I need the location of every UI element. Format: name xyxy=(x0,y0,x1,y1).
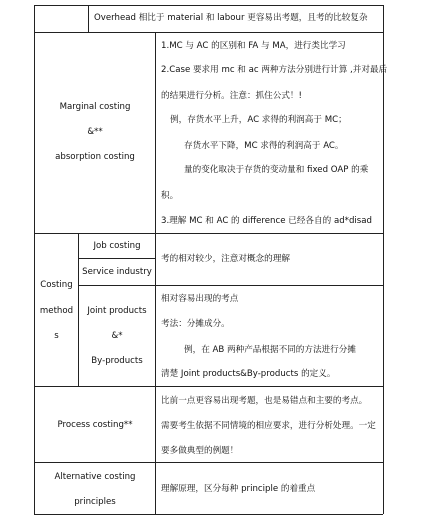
table-border-top xyxy=(34,5,383,6)
marginal-note-6: 量的变化取决于存货的变动量和 fixed OAP 的乘 xyxy=(184,165,369,175)
joint-note-4: 清楚 Joint products&By-products 的定义。 xyxy=(161,369,336,379)
marginal-note-3: 的结果进行分析。注意：抓住公式！! xyxy=(161,91,302,101)
col-divider-content xyxy=(155,32,156,514)
overhead-note: Overhead 相比于 material 和 labour 更容易出考题，且考的比较复杂 xyxy=(94,13,368,23)
process-note-1: 比前一点更容易出现考题，也是易错点和主要的考点。 xyxy=(161,396,368,406)
process-note-2: 需要考生依据不同情境的相应要求，进行分析处理。一定 xyxy=(161,421,376,431)
costing-methods-label-line2: method xyxy=(39,306,74,316)
marginal-note-1: 1.MC 与 AC 的区别和 FA 与 MA，进行类比学习 xyxy=(161,41,346,51)
costing-methods-label-line1: Costing xyxy=(40,280,73,290)
alternative-label-line1: Alternative costing xyxy=(54,472,136,482)
joint-note-1: 相对容易出现的考点 xyxy=(161,294,239,304)
row-divider-job xyxy=(78,258,155,259)
marginal-note-5: 存货水平下降，MC 求得的利润高于 AC。 xyxy=(184,141,344,151)
marginal-label-line1: Marginal costing xyxy=(59,102,131,112)
alternative-label-line2: principles xyxy=(74,497,116,507)
process-note-3: 要多做典型的例题！ xyxy=(161,446,239,456)
joint-products-line3: By-products xyxy=(91,356,143,366)
service-industry-label: Service industry xyxy=(82,267,152,277)
marginal-label-line3: absorption costing xyxy=(55,152,135,162)
col-divider-top-row xyxy=(88,5,89,32)
joint-products-line2: &* xyxy=(111,331,123,341)
job-costing-label: Job costing xyxy=(93,241,141,251)
row-divider-3 xyxy=(34,386,383,387)
job-service-note: 考的相对较少，注意对概念的理解 xyxy=(161,254,290,264)
marginal-note-8: 3.理解 MC 和 AC 的 difference 已经各自的 ad*disad xyxy=(161,216,373,226)
marginal-note-7: 积。 xyxy=(161,191,179,201)
costing-methods-label-line3: s xyxy=(54,331,59,341)
row-divider-2 xyxy=(34,233,383,234)
joint-note-2: 考法：分摊成分。 xyxy=(161,319,230,329)
table-border-right xyxy=(383,5,384,514)
alternative-note: 理解原理，区分每种 principle 的着重点 xyxy=(161,484,316,494)
marginal-label-line2: &** xyxy=(87,127,103,137)
joint-products-line1: Joint products xyxy=(87,306,147,316)
table-border-bottom xyxy=(34,514,383,515)
marginal-note-2: 2.Case 要求用 mc 和 ac 两种方法分别进行计算 ,并对最后 xyxy=(161,65,388,75)
row-divider-4 xyxy=(34,462,383,463)
row-divider-1 xyxy=(34,32,383,33)
table-border-left xyxy=(34,5,35,514)
process-costing-label: Process costing** xyxy=(57,420,133,430)
marginal-note-4: 例，存货水平上升，AC 求得的利润高于 MC； xyxy=(170,115,347,125)
row-divider-service xyxy=(78,285,383,286)
joint-note-3: 例，在 AB 两种产品根据不同的方法进行分摊 xyxy=(184,345,356,355)
